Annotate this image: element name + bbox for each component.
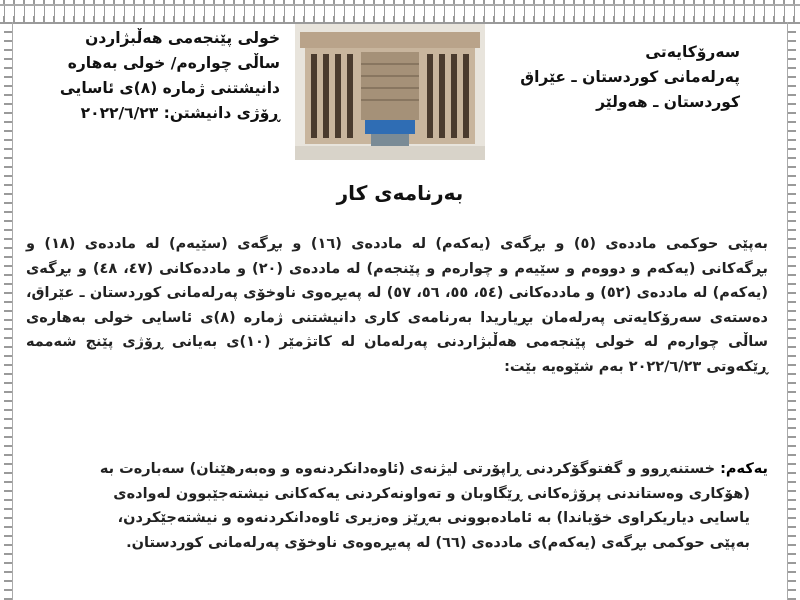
- agenda-item-line: (هۆکاری وەستاندنی پرۆژەکانی ڕێگاوبان و تەواونەکردنی یەکەکانی نیشتەجێبوون لەوادەی: [113, 485, 750, 502]
- session-info-line: خولی پێنجەمی هەڵبژاردن: [85, 29, 280, 47]
- decorative-border-left: [4, 22, 13, 600]
- institution-block: [500, 40, 740, 115]
- agenda-item-text: خستنەڕوو و گفتوگۆکردنی ڕاپۆرتی لیژنەی (ئاوەدانکردنەوە و وەبەرهێنان) سەبارەت بە: [99, 461, 716, 477]
- decorative-border-right: [787, 22, 796, 600]
- institution-line: پەرلەمانی کوردستان ـ عێراق: [520, 68, 740, 86]
- intro-paragraph: بەپێی حوکمی ماددەی (٥) و بڕگەی (یەکەم) لە ماددەی (١٦) و بڕگەی (سێیەم) لە ماددەی (١٨) و بڕگەکانی (یەکەم و دووەم و سێیەم و چوارەم و پێنجەم) لە ماددەی (٢٠) و ماددەکانی (٤٧، ٤٨) و بڕگەی (یەکەم) لە ماددەی (٥٢) و ماددەکانی (٥٤، ٥٥، ٥٦، ٥٧) لە پەیڕەوی ناوخۆی پەرلەمانی کوردستان ـ عێراق، دەستەی سەرۆکایەتی پەرلەمان بڕیاریدا بەرنامەی کاری دانیشتنی ژمارە (٨)ی ئاسایی خولی بەهارەی ساڵی چوارەم لە خولی پێنجەمی هەڵبژاردنی پەرلەمان لە کاتژمێر (١٠)ی بەیانی ڕۆژی پێنج شەممە ڕێکەوتی ٢٠٢٢/٦/٢٣ بەم شێوەیە بێت:: [26, 236, 769, 375]
- agenda-item-line: یاسایی دیاریکراوی خۆیاندا) بە ئامادەبوونی بەڕێز وەزیری ئاوەدانکردنەوە و نیشتەجێکردن،: [117, 510, 750, 526]
- session-info-block: [40, 26, 280, 126]
- decorative-border-top: [0, 0, 800, 24]
- session-info-line: دانیشتنی ژمارە (٨)ی ئاسایی: [59, 79, 280, 97]
- institution-line: کوردستان ـ هەولێر: [596, 93, 740, 111]
- agenda-item-1: [26, 457, 768, 555]
- session-info-line: ڕۆژی دانیشتن: ٢٠٢٢/٦/٢٣: [80, 104, 280, 122]
- agenda-item-label: یەکەم:: [720, 461, 768, 477]
- session-info-line: ساڵی چوارەم/ خولی بەهارە: [67, 54, 280, 72]
- agenda-item-line: بەپێی حوکمی بڕگەی (یەکەم)ی ماددەی (٦٦) لە پەیڕەوەی ناوخۆی پەرلەمانی کوردستان.: [126, 534, 750, 551]
- document-title: بەرنامەی کار: [336, 181, 464, 205]
- parliament-building-image: [295, 24, 485, 160]
- institution-line: سەرۆکایەتی: [645, 43, 740, 61]
